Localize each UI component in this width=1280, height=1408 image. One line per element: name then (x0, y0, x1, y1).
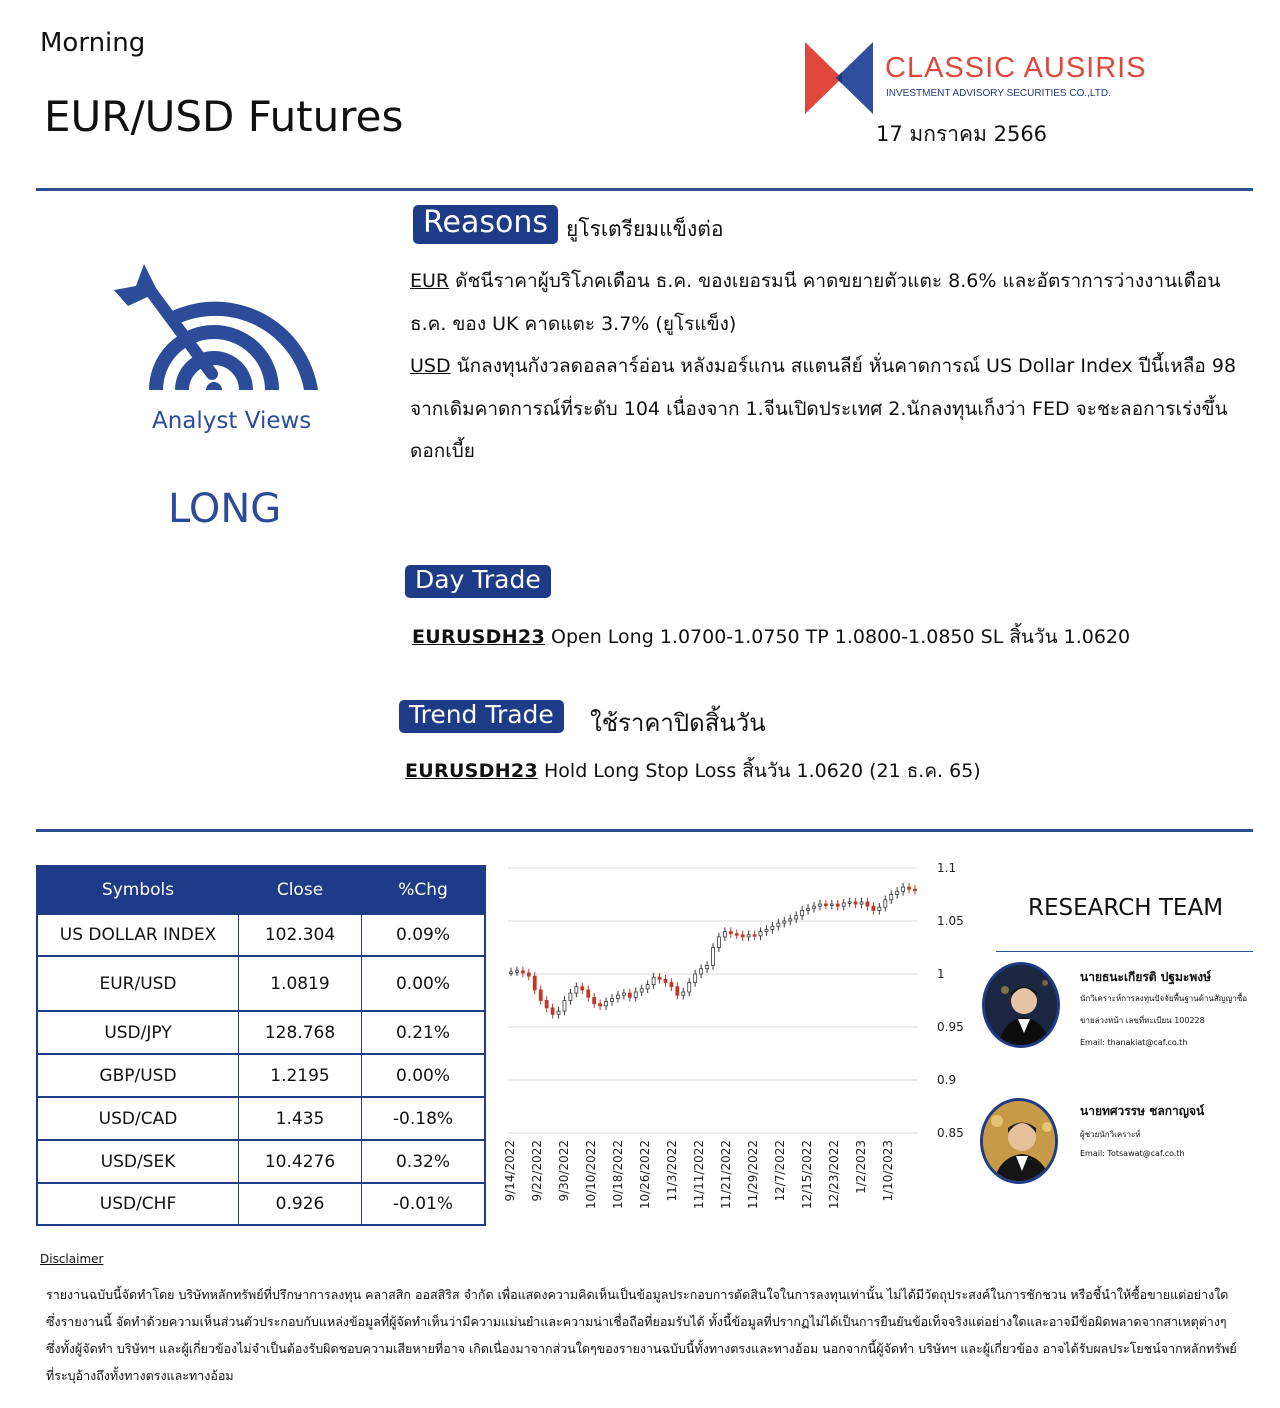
y-tick-label: 1.1 (937, 861, 957, 875)
candle-body (664, 979, 667, 982)
x-tick-label: 11/3/2022 (665, 1140, 679, 1202)
candle-body (569, 993, 572, 1000)
candle-body (824, 904, 827, 906)
candle-body (908, 887, 911, 889)
candle-body (723, 932, 726, 937)
table-row (37, 1140, 485, 1183)
x-tick-label: 10/18/2022 (611, 1140, 625, 1210)
header-symbols: Symbols (37, 866, 239, 914)
top-divider (36, 188, 1253, 191)
y-tick-label: 1 (937, 967, 945, 981)
candle-body (593, 997, 596, 1003)
member-name: นายทศวรรษ ชลกาญจน์ (1080, 1104, 1205, 1118)
candle-body (682, 992, 685, 995)
candle-body (783, 921, 786, 923)
trend-trade-note: ใช้ราคาปิดสิ้นวัน (590, 709, 766, 737)
candle-body (890, 895, 893, 900)
x-tick-label: 11/11/2022 (692, 1140, 706, 1210)
candle-body (753, 935, 756, 937)
symbol-cell: GBP/USD (37, 1054, 239, 1097)
candle-body (634, 992, 637, 997)
table-row (37, 956, 485, 1011)
candle-body (818, 904, 821, 906)
day-trade-tag: Day Trade (405, 565, 551, 598)
report-date: 17 มกราคม 2566 (876, 122, 1048, 146)
candle-body (539, 990, 542, 1001)
candle-body (551, 1008, 554, 1014)
y-tick-label: 0.95 (937, 1020, 964, 1034)
x-tick-label: 11/21/2022 (719, 1140, 733, 1210)
team-divider (996, 951, 1253, 952)
avatar (980, 1098, 1058, 1184)
day-trade-symbol: EURUSDH23 (412, 626, 545, 648)
symbol-cell: EUR/USD (37, 956, 239, 1011)
symbol-cell: USD/CAD (37, 1097, 239, 1140)
price-chart-svg (500, 850, 980, 1240)
candle-body (557, 1011, 560, 1014)
analyst-view-value: LONG (168, 486, 282, 532)
trend-trade-text: Hold Long Stop Loss สิ้นวัน 1.0620 (21 ธ.ค. 65) (537, 760, 981, 782)
table-row (37, 1097, 485, 1140)
candle-body (622, 993, 625, 995)
candle-body (616, 995, 619, 998)
trend-trade-symbol: EURUSDH23 (405, 760, 538, 782)
quotes-table (36, 865, 486, 1226)
trend-trade-tag: Trend Trade (399, 700, 564, 733)
candle-body (658, 977, 661, 979)
chg-cell: 0.00% (362, 1054, 486, 1097)
price-chart (500, 850, 980, 1240)
symbol-cell: US DOLLAR INDEX (37, 914, 239, 956)
candle-body (700, 969, 703, 974)
chg-cell: 0.00% (362, 956, 486, 1011)
close-cell: 10.4276 (239, 1140, 362, 1183)
member-role: นักวิเคราะห์การลงทุนปัจจัยพื้นฐานด้านสัญญาซื้อ (1080, 994, 1248, 1003)
candle-body (765, 929, 768, 931)
y-tick-label: 1.05 (937, 914, 964, 928)
candle-body (694, 974, 697, 982)
candle-body (914, 889, 917, 891)
table-header-row (37, 866, 485, 914)
x-tick-label: 1/10/2023 (881, 1140, 895, 1202)
candle-body (872, 906, 875, 910)
usd-label: USD (410, 355, 451, 377)
candle-body (729, 932, 732, 934)
x-tick-label: 12/23/2022 (827, 1140, 841, 1210)
close-cell: 1.2195 (239, 1054, 362, 1097)
research-team-title: RESEARCH TEAM (1028, 895, 1224, 921)
candle-body (510, 972, 513, 974)
candle-body (652, 977, 655, 984)
avatar (982, 962, 1060, 1048)
x-tick-label: 12/7/2022 (773, 1140, 787, 1202)
candle-body (747, 935, 750, 937)
candle-body (599, 1004, 602, 1006)
candle-body (676, 987, 679, 995)
candle-body (605, 1002, 608, 1006)
x-tick-label: 1/2/2023 (854, 1140, 868, 1194)
usd-reason (410, 345, 1245, 473)
candle-body (777, 923, 780, 926)
candle-body (842, 903, 845, 906)
company-logo (805, 42, 1150, 114)
reasons-headline: ยูโรเตรียมแข็งต่อ (566, 217, 724, 241)
chg-cell: 0.32% (362, 1140, 486, 1183)
close-cell: 0.926 (239, 1183, 362, 1225)
x-tick-label: 10/10/2022 (584, 1140, 598, 1210)
trend-trade-line (405, 756, 981, 786)
chg-cell: 0.21% (362, 1011, 486, 1054)
day-trade-line (412, 622, 1130, 652)
chg-cell: -0.01% (362, 1183, 486, 1225)
candle-body (611, 998, 614, 1001)
x-tick-label: 9/30/2022 (557, 1140, 571, 1202)
symbol-cell: USD/SEK (37, 1140, 239, 1183)
candle-body (789, 919, 792, 921)
candle-body (759, 932, 762, 936)
candle-body (795, 916, 798, 919)
candle-body (801, 910, 804, 915)
candle-body (848, 902, 851, 904)
y-tick-label: 0.9 (937, 1073, 957, 1087)
header-close: Close (239, 866, 362, 914)
x-tick-label: 10/26/2022 (638, 1140, 652, 1210)
candle-body (563, 1001, 566, 1012)
symbol-cell: USD/JPY (37, 1011, 239, 1054)
table-row (37, 914, 485, 956)
header-chg: %Chg (362, 866, 486, 914)
candle-body (575, 987, 578, 993)
x-tick-label: 12/15/2022 (800, 1140, 814, 1210)
candle-body (771, 926, 774, 929)
member-name: นายธนะเกียรติ ปฐมะพงษ์ (1080, 970, 1212, 984)
candle-body (741, 935, 744, 937)
close-cell: 1.0819 (239, 956, 362, 1011)
candle-body (527, 973, 530, 976)
candle-body (545, 1001, 548, 1008)
eur-reason (410, 260, 1245, 345)
table-row (37, 1054, 485, 1097)
disclaimer-text: รายงานฉบับนี้จัดทำโดย บริษัทหลักทรัพย์ที่ปรึกษาการลงทุน คลาสสิก ออสสิริส จำกัด เพื่อแสดงความคิดเห็นเป็นข้อมูลประกอบการตัดสินใจในการลงทุนเท่านั้น ไม่ได้มีวัตถุประสงค์ในการชักชวน หรือชี้นำให้ซื้อขายแต่อย่างใด ซึ่งรายงานนี้ จัดทำด้วยความเห็นส่วนตัวประกอบกับแหล่งข้อมูลที่ผู้จัดทำเห็นว่ามีความแม่นยำและความน่าเชื่อถือที่ยอมรับได้ ทั้งนี้ข้อมูลที่ปรากฏไม่ได้เป็นการยืนยันข้อเท็จจริงแต่อย่างใดและอาจมีข้อผิดพลาดจากสาเหตุต่างๆ ซึ่งทั้งผู้จัดทำ บริษัทฯ และผู้เกี่ยวข้องไม่จำเป็นต้องรับผิดชอบความเสียหายที่อาจ เกิดเนื่องมาจากส่วนใดๆของรายงานฉบับนี้ทั้งทางตรงและทางอ้อม นอกจากนี้ผู้จัดทำ บริษัทฯ และผู้เกี่ยวข้อง อาจได้รับผลประโยชน์จากหลักทรัพย์ที่ระบุอ้างถึงทั้งทางตรงและทางอ้อม (46, 1287, 1237, 1383)
candle-body (640, 989, 643, 992)
candle-body (712, 948, 715, 966)
reasons-body (410, 260, 1245, 473)
close-cell: 1.435 (239, 1097, 362, 1140)
logo-mark-icon (805, 42, 879, 114)
middle-divider (36, 829, 1253, 832)
candle-body (878, 907, 881, 910)
eur-label: EUR (410, 270, 450, 292)
candle-body (521, 971, 524, 973)
candle-body (860, 902, 863, 904)
eur-text: ดัชนีราคาผู้บริโภคเดือน ธ.ค. ของเยอรมนี คาดขยายตัวแตะ 8.6% และอัตราการว่างงานเดือน ธ.ค. ของ UK คาดแตะ 3.7% (ยูโรแข็ง) (410, 270, 1221, 335)
symbol-cell: USD/CHF (37, 1183, 239, 1225)
member-email: Email: Totsawat@caf.co.th (1080, 1149, 1185, 1158)
x-tick-label: 9/22/2022 (530, 1140, 544, 1202)
usd-text: นักลงทุนกังวลดอลลาร์อ่อน หลังมอร์แกน สแตนลีย์ หั่นคาดการณ์ US Dollar Index ปีนี้เหลือ 98 จากเดิมคาดการณ์ที่ระดับ 104 เนื่องจาก 1.จีนเปิดประเทศ 2.นักลงทุนเก็งว่า FED จะชะลอการเร่งขึ้นดอกเบี้ย (410, 355, 1237, 462)
x-tick-label: 11/29/2022 (746, 1140, 760, 1210)
candle-body (670, 982, 673, 986)
page-title: EUR/USD Futures (44, 92, 404, 141)
candle-body (896, 891, 899, 894)
company-subtitle: INVESTMENT ADVISORY SECURITIES CO.,LTD. (886, 88, 1111, 99)
candle-body (902, 887, 905, 891)
chg-cell: 0.09% (362, 914, 486, 956)
close-cell: 128.768 (239, 1011, 362, 1054)
member-email: Email: thanakiat@caf.co.th (1080, 1038, 1188, 1047)
session-label: Morning (40, 28, 146, 58)
candle-body (646, 985, 649, 989)
y-tick-label: 0.85 (937, 1126, 964, 1140)
candle-body (830, 904, 833, 906)
candle-body (587, 990, 590, 997)
candle-body (533, 976, 536, 990)
candle-body (706, 966, 709, 969)
member-role-line2: ขายล่วงหน้า เลขที่ทะเบียน 100228 (1080, 1016, 1205, 1025)
table-row (37, 1011, 485, 1054)
candle-body (813, 906, 816, 908)
candle-body (688, 982, 691, 992)
member-role: ผู้ช่วยนักวิเคราะห์ (1080, 1130, 1141, 1139)
candle-body (854, 902, 857, 904)
candle-body (515, 971, 518, 973)
x-tick-label: 9/14/2022 (503, 1140, 517, 1202)
close-cell: 102.304 (239, 914, 362, 956)
day-trade-text: Open Long 1.0700-1.0750 TP 1.0800-1.0850 SL สิ้นวัน 1.0620 (544, 626, 1131, 648)
analyst-views-label: Analyst Views (152, 408, 312, 434)
candle-body (628, 993, 631, 997)
candle-body (836, 904, 839, 906)
reasons-tag: Reasons (413, 205, 558, 244)
candle-body (717, 937, 720, 948)
table-row (37, 1183, 485, 1225)
candle-body (884, 900, 887, 907)
disclaimer-title: Disclaimer (40, 1252, 104, 1266)
candle-body (581, 987, 584, 990)
candle-body (807, 908, 810, 910)
candle-body (866, 902, 869, 906)
candle-body (735, 934, 738, 936)
company-name: CLASSIC AUSIRIS (885, 52, 1147, 84)
target-arrow-icon (108, 262, 323, 402)
chg-cell: -0.18% (362, 1097, 486, 1140)
